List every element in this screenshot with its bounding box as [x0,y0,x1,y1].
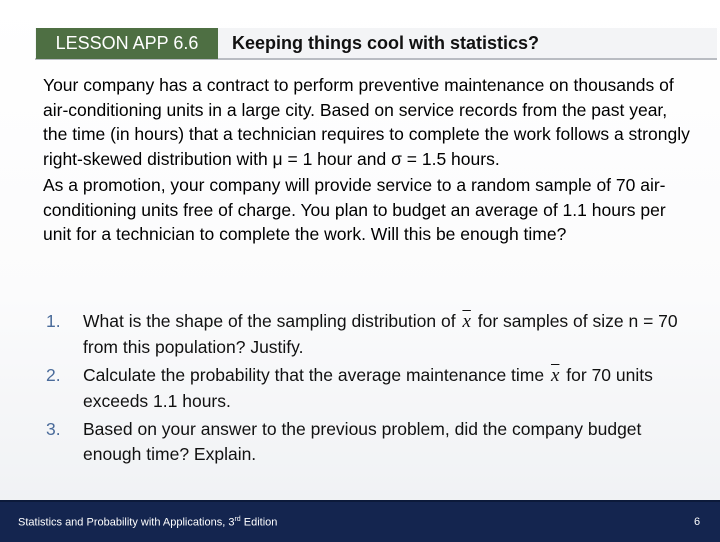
x-bar-symbol: $\overline{x}$ [550,365,560,386]
question-text: Based on your answer to the previous problem, did the company budget enough time? Explain. [83,419,642,464]
page-number: 6 [694,516,701,528]
footer-edition-suffix: Edition [240,516,278,529]
question-text: What is the shape of the sampling distribution of [83,311,461,331]
question-item [43,309,683,359]
footer-edition-superscript: rd [234,516,241,523]
footer-book-title: Statistics and Probability with Applications, 3 [18,516,235,529]
question-text: Calculate the probability that the average maintenance time [83,365,549,385]
footer-citation [18,516,277,529]
intro-text [43,73,693,249]
question-list [43,309,683,470]
question-text-continued: for samples of size n = 70 from this population? Justify. [83,311,678,357]
x-bar-symbol: $\overline{x}$ [462,311,471,332]
lesson-badge: LESSON APP 6.6 [36,28,218,59]
question-number: 3. [46,419,61,439]
question-number: 2. [46,365,61,385]
question-text-continued: for 70 units exceeds 1.1 hours. [83,365,653,411]
question-number: 1. [46,311,61,331]
intro-paragraph-2: As a promotion, your company will provide service to a random sample of 70 air-conditioning units free of charge. You plan to budget an average of 1.1 hours per unit for a technician to complete the work. Will this be enough time? [43,175,666,244]
question-item [43,363,683,413]
intro-paragraph-1: Your company has a contract to perform preventive maintenance on thousands of air-conditioning units in a large city. Based on service records from the past year, the time (in hours) that a technician requires to complete the work follows a strongly right-skewed distribution with μ = 1 hour and σ = 1.5 hours. [43,75,690,169]
lesson-title: Keeping things cool with statistics? [232,33,540,53]
question-item [43,417,683,466]
